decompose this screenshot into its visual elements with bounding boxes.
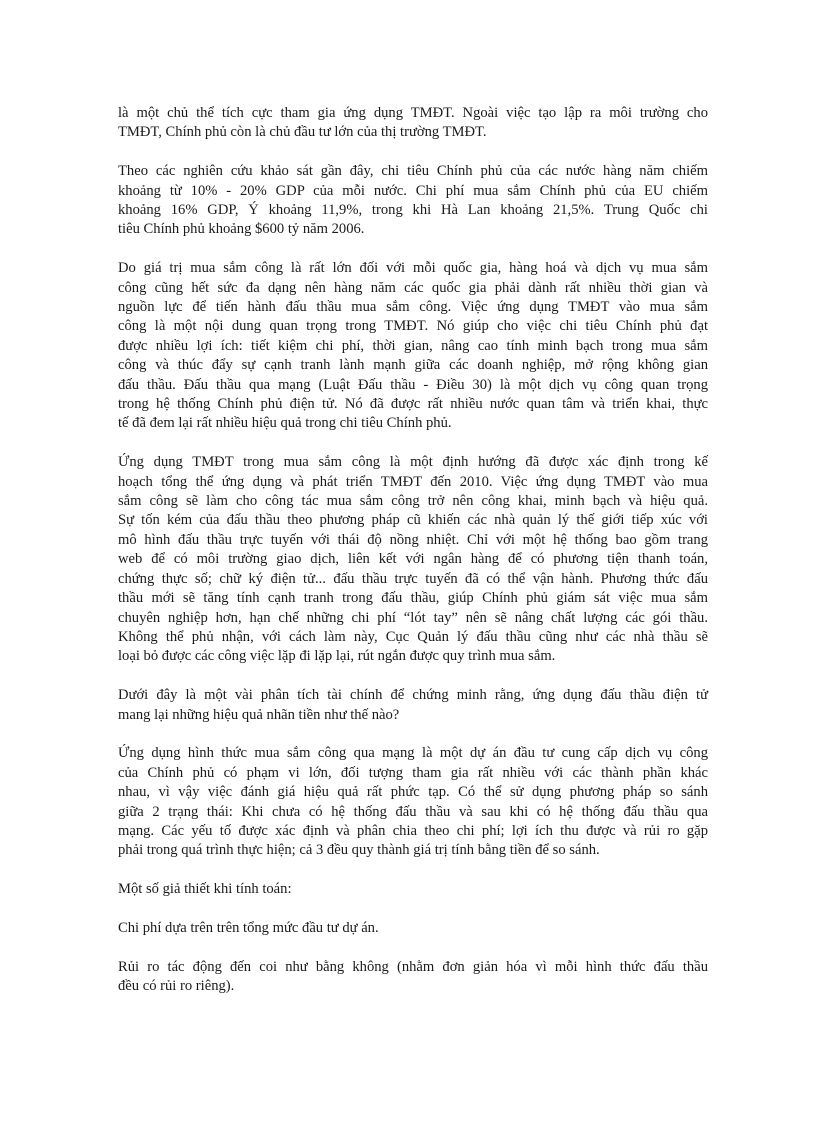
text-line: nhau, vì vậy việc đánh giá hiệu quả rất phức tạp. Có thể sử dụng phương pháp so sánh xyxy=(118,784,708,801)
paragraph xyxy=(118,744,708,860)
text-line: là một chủ thể tích cực tham gia ứng dụng TMĐT. Ngoài việc tạo lập ra môi trường cho xyxy=(118,105,708,121)
paragraph xyxy=(118,259,708,434)
text-line: công là một nội dung quan trọng trong TMĐT. Nó giúp cho việc chi tiêu Chính phủ đạt xyxy=(118,318,708,335)
text-line: phải trong quá trình thực hiện; cả 3 đều quy thành giá trị tính bằng tiền để so sánh. xyxy=(118,842,600,859)
text-line: trong hệ thống Chính phủ điện tử. Nó đã được rất nhiều nước quan tâm và triển khai, thực xyxy=(118,396,708,413)
paragraph xyxy=(118,958,708,997)
text-line: của Chính phủ có phạm vi lớn, đối tượng tham gia rất nhiều với các thành phần khác xyxy=(118,764,708,781)
text-line: Ứng dụng TMĐT trong mua sắm công là một định hướng đã được xác định trong kế xyxy=(118,454,708,471)
paragraph xyxy=(118,104,708,143)
text-line: đều có rủi ro riêng). xyxy=(118,978,235,995)
text-line: đấu thầu. Đấu thầu qua mạng (Luật Đấu thầu - Điều 30) là một dịch vụ công quan trọng xyxy=(118,376,708,393)
text-line: Sự tốn kém của đấu thầu theo phương pháp cũ khiến các nhà quản lý thế giới tiếp xúc với xyxy=(118,512,708,529)
text-line: Do giá trị mua sắm công là rất lớn đối với mỗi quốc gia, hàng hoá và dịch vụ mua sắm xyxy=(118,260,708,277)
text-line: sắm công sẽ làm cho công tác mua sắm công trở nên công khai, minh bạch và hiệu quả. xyxy=(118,493,708,510)
paragraph xyxy=(118,686,708,725)
text-line: công và thúc đẩy sự cạnh tranh lành mạnh giữa các doanh nghiệp, mở rộng không gian xyxy=(118,357,708,374)
paragraph xyxy=(118,919,708,938)
text-line: tế đã đem lại rất nhiều hiệu quả trong chi tiêu Chính phủ. xyxy=(118,415,452,432)
text-line: Không thể phủ nhận, với cách làm này, Cục Quản lý đấu thầu cũng như các nhà thầu sẽ xyxy=(118,628,708,645)
text-line: khoảng từ 10% - 20% GDP của mỗi nước. Chi phí mua sắm Chính phủ của EU chiếm xyxy=(118,182,708,199)
text-line: web để có môi trường giao dịch, liên kết với ngân hàng để có phương tiện thanh toán, xyxy=(118,551,708,568)
text-line: nguồn lực để tiến hành đấu thầu mua sắm công. Việc ứng dụng TMĐT vào mua sắm xyxy=(118,299,708,316)
text-line: mạng. Các yếu tố được xác định và phân chia theo chi phí; lợi ích thu được và rủi ro gặp xyxy=(118,822,708,839)
document-page xyxy=(118,104,708,1016)
paragraph xyxy=(118,880,708,899)
text-line: Dưới đây là một vài phân tích tài chính để chứng minh rằng, ứng dụng đấu thầu điện tử xyxy=(118,687,708,704)
text-line: hoạch tổng thể ứng dụng và phát triển TMĐT đến 2010. Việc ứng dụng TMĐT vào mua xyxy=(118,473,708,490)
text-line: Theo các nghiên cứu khảo sát gần đây, chi tiêu Chính phủ của các nước hàng năm chiếm xyxy=(118,163,708,180)
text-line: khoảng 16% GDP, Ý khoảng 11,9%, trong khi Hà Lan khoảng 21,5%. Trung Quốc chi xyxy=(118,202,708,219)
text-line: Rủi ro tác động đến coi như bằng không (nhằm đơn giản hóa vì mỗi hình thức đấu thầu xyxy=(118,958,708,975)
text-line: mang lại những hiệu quả nhãn tiền như thế nào? xyxy=(118,706,400,723)
text-line: Một số giả thiết khi tính toán: xyxy=(118,881,292,898)
text-line: công cũng hết sức đa dạng nên hàng năm các quốc gia phải dành rất nhiều thời gian và xyxy=(118,279,708,296)
text-line: chuyên nghiệp hơn, hạn chế những chi phí “lót tay” nên sẽ nâng chất lượng các gói thầu. xyxy=(118,609,708,626)
text-line: thầu mới sẽ tăng tính cạnh tranh trong đấu thầu, giúp Chính phủ giám sát việc mua sắm xyxy=(118,590,708,607)
text-line: giữa 2 trạng thái: Khi chưa có hệ thống đấu thầu và sau khi có hệ thống đấu thầu qua xyxy=(118,803,708,820)
text-line: được nhiều lợi ích: tiết kiệm chi phí, thời gian, nâng cao tính minh bạch trong mua sắm xyxy=(118,337,708,354)
text-line: Chi phí dựa trên trên tổng mức đầu tư dự án. xyxy=(118,919,379,936)
text-line: mô hình đấu thầu trực tuyến với thái độ nồng nhiệt. Chỉ với một hệ thống bao gồm trang xyxy=(118,531,708,548)
text-line: Ứng dụng hình thức mua sắm công qua mạng là một dự án đầu tư cung cấp dịch vụ công xyxy=(118,745,708,762)
paragraph xyxy=(118,453,708,666)
text-line: loại bỏ được các công việc lặp đi lặp lại, rút ngắn được quy trình mua sắm. xyxy=(118,648,556,665)
text-line: chứng thực số; chữ ký điện tử... đấu thầu trực tuyến đã có thể vận hành. Phương thức đấu xyxy=(118,570,708,587)
text-line: tiêu Chính phủ khoảng $600 tỷ năm 2006. xyxy=(118,221,365,238)
text-line: TMĐT, Chính phủ còn là chủ đầu tư lớn của thị trường TMĐT. xyxy=(118,124,487,141)
paragraph xyxy=(118,162,708,240)
